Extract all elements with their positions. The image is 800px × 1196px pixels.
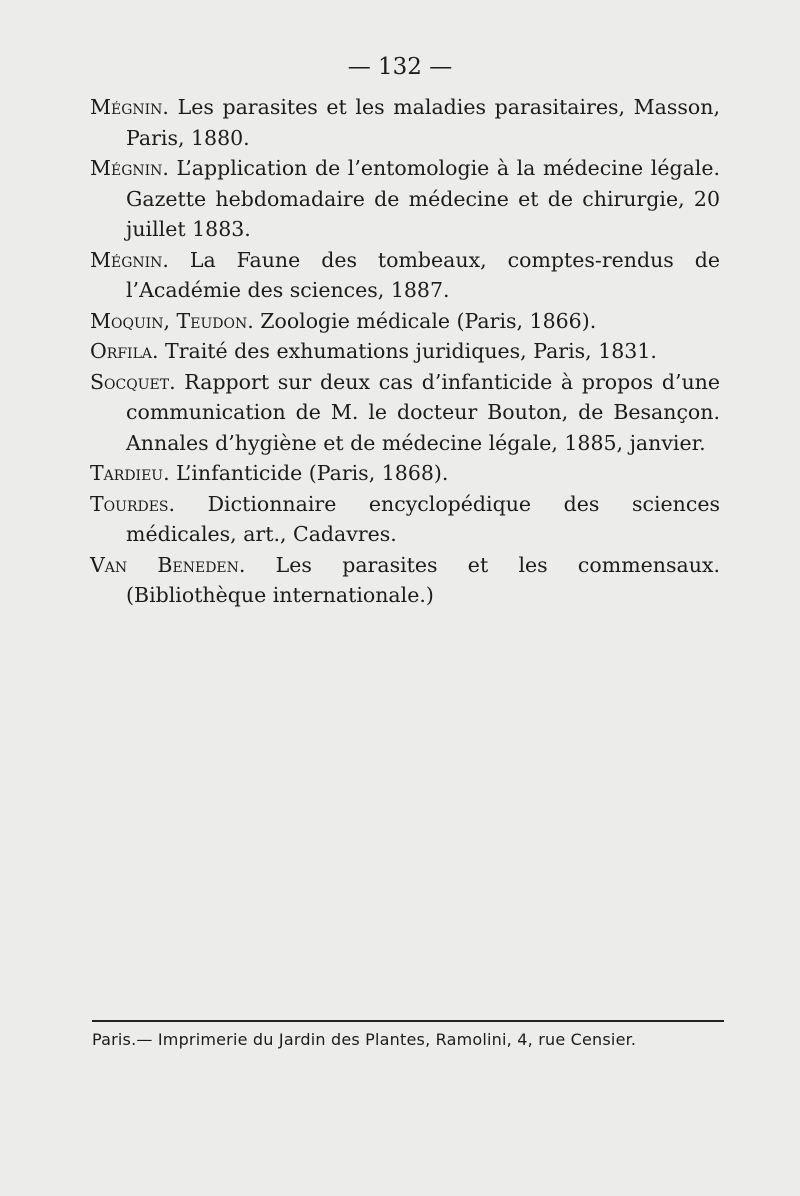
footer-divider (92, 1020, 724, 1022)
entry-text: Zoologie médicale (Paris, 1866). (253, 308, 597, 333)
bibliography-list (90, 92, 720, 611)
bibliography-entry (90, 367, 720, 459)
page-number: — 132 — (347, 54, 453, 80)
entry-text: La Faune des tombeaux, comptes-rendus de l’Académie des sciences, 1887. (126, 247, 720, 302)
entry-author: Tardieu. (90, 461, 170, 485)
entry-text: Les parasites et les commensaux. (Bibliothèque internationale.) (126, 552, 720, 607)
bibliography-entry (90, 306, 720, 337)
bibliography-entry (90, 153, 720, 245)
bibliography-entry (90, 245, 720, 306)
entry-text: L’application de l’entomologie à la médecine légale. Gazette hebdomadaire de médecine et de chirurgie, 20 juillet 1883. (126, 156, 720, 241)
bibliography-entry (90, 336, 720, 367)
bibliography-entry (90, 92, 720, 153)
entry-author: Orfila. (90, 339, 159, 363)
entry-text: Les parasites et les maladies parasitaires, Masson, Paris, 1880. (126, 95, 720, 150)
entry-author: Moquin, Teudon. (90, 308, 254, 333)
entry-author: Mégnin. (90, 156, 169, 180)
bibliography-entry (90, 550, 720, 611)
entry-text: Dictionnaire encyclopédique des sciences médicales, art., Cadavres. (126, 491, 720, 546)
entry-text: Traité des exhumations juridiques, Paris, 1831. (158, 339, 657, 363)
bibliography-entry (90, 458, 720, 489)
printer-imprint: Paris.— Imprimerie du Jardin des Plantes, Ramolini, 4, rue Censier. (92, 1030, 637, 1049)
entry-author: Tourdes. (90, 491, 176, 516)
entry-author: Mégnin. (90, 247, 169, 272)
entry-author: Socquet. (90, 369, 176, 394)
entry-text: Rapport sur deux cas d’infanticide à propos d’une communication de M. le docteur Bouton, de Besançon. Annales d’hygiène et de médecine légale, 1885, janvier. (126, 369, 720, 455)
bibliography-entry (90, 489, 720, 550)
entry-author: Mégnin. (90, 95, 169, 119)
entry-text: L’infanticide (Paris, 1868). (169, 461, 449, 485)
entry-author: Van Beneden. (90, 552, 246, 577)
